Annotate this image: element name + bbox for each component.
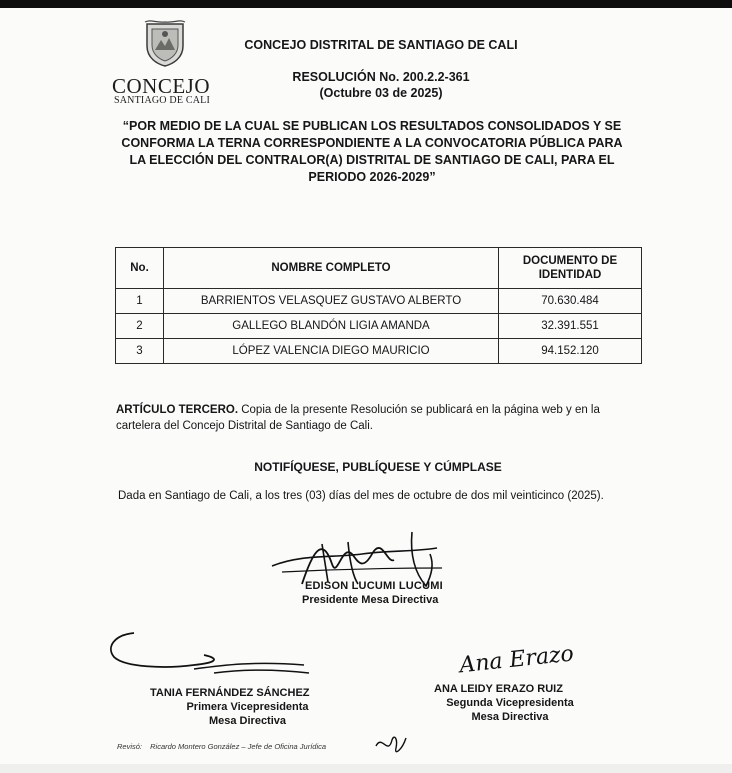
- brand-name: CONCEJO: [112, 74, 211, 98]
- president-role: Presidente Mesa Directiva: [302, 594, 439, 606]
- row-name: LÓPEZ VALENCIA DIEGO MAURICIO: [164, 339, 499, 364]
- first-vp-name: TANIA FERNÁNDEZ SÁNCHEZ: [150, 687, 310, 699]
- resolution-date: (Octubre 03 de 2025): [319, 86, 443, 100]
- column-header-number: No.: [116, 248, 164, 289]
- table-header-row: [116, 248, 642, 289]
- article-title: ARTÍCULO TERCERO.: [116, 404, 239, 416]
- first-vp-role: Primera Vicepresidenta: [186, 701, 309, 713]
- second-vp-role: Segunda Vicepresidenta: [446, 697, 574, 709]
- row-number: 1: [116, 289, 164, 314]
- row-id: 32.391.551: [499, 314, 642, 339]
- bottom-edge-bar: [0, 764, 732, 773]
- article-text: Copia de la presente Resolución se publicará en la página web y en la cartelera del Concejo Distrital de Santiago de Cali.: [116, 404, 600, 432]
- article-three: [116, 402, 646, 434]
- column-header-id: DOCUMENTO DE IDENTIDAD: [499, 248, 642, 289]
- council-title: CONCEJO DISTRITAL DE SANTIAGO DE CALI: [244, 38, 518, 52]
- row-id: 94.152.120: [499, 339, 642, 364]
- resolution-number: RESOLUCIÓN No. 200.2.2-361: [292, 70, 470, 84]
- second-vp-signature: Ana Erazo: [458, 641, 575, 679]
- second-vp-name: ANA LEIDY ERAZO RUIZ: [434, 683, 563, 695]
- table-row: [116, 314, 642, 339]
- candidates-table: [115, 247, 642, 364]
- row-id: 70.630.484: [499, 289, 642, 314]
- given-at-statement: Dada en Santiago de Cali, a los tres (03) días del mes de octubre de dos mil veinticinco (2025).: [118, 490, 604, 502]
- first-vp-board: Mesa Directiva: [208, 715, 287, 727]
- top-edge-bar: [0, 0, 732, 8]
- review-label: Revisó:: [117, 742, 143, 751]
- president-signature: [262, 524, 452, 604]
- row-name: BARRIENTOS VELASQUEZ GUSTAVO ALBERTO: [164, 289, 499, 314]
- table-row: [116, 339, 642, 364]
- notification-heading: NOTIFÍQUESE, PUBLÍQUESE Y CÚMPLASE: [254, 460, 502, 474]
- review-text: Ricardo Montero González – Jefe de Oficina Jurídica: [150, 742, 327, 751]
- reviewer-initials: [372, 730, 414, 758]
- column-header-name: NOMBRE COMPLETO: [164, 248, 499, 289]
- row-number: 2: [116, 314, 164, 339]
- row-number: 3: [116, 339, 164, 364]
- review-note: [117, 742, 332, 751]
- resolution-subject: “POR MEDIO DE LA CUAL SE PUBLICAN LOS RESULTADOS CONSOLIDADOS Y SE CONFORMA LA TERNA CORRESPONDIENTE A LA CONVOCATORIA PÚBLICA PARA LA ELECCIÓN DEL CONTRALOR(A) DISTRITAL DE SANTIAGO DE CALI, PARA EL PERIODO 2026-2029”: [121, 119, 623, 184]
- first-vp-signature: [104, 625, 314, 685]
- second-vp-board: Mesa Directiva: [471, 711, 549, 723]
- row-name: GALLEGO BLANDÓN LIGIA AMANDA: [164, 314, 499, 339]
- president-name: EDISON LUCUMI LUCUMI: [305, 580, 443, 592]
- table-row: [116, 289, 642, 314]
- brand-subtitle: SANTIAGO DE CALI: [114, 95, 210, 106]
